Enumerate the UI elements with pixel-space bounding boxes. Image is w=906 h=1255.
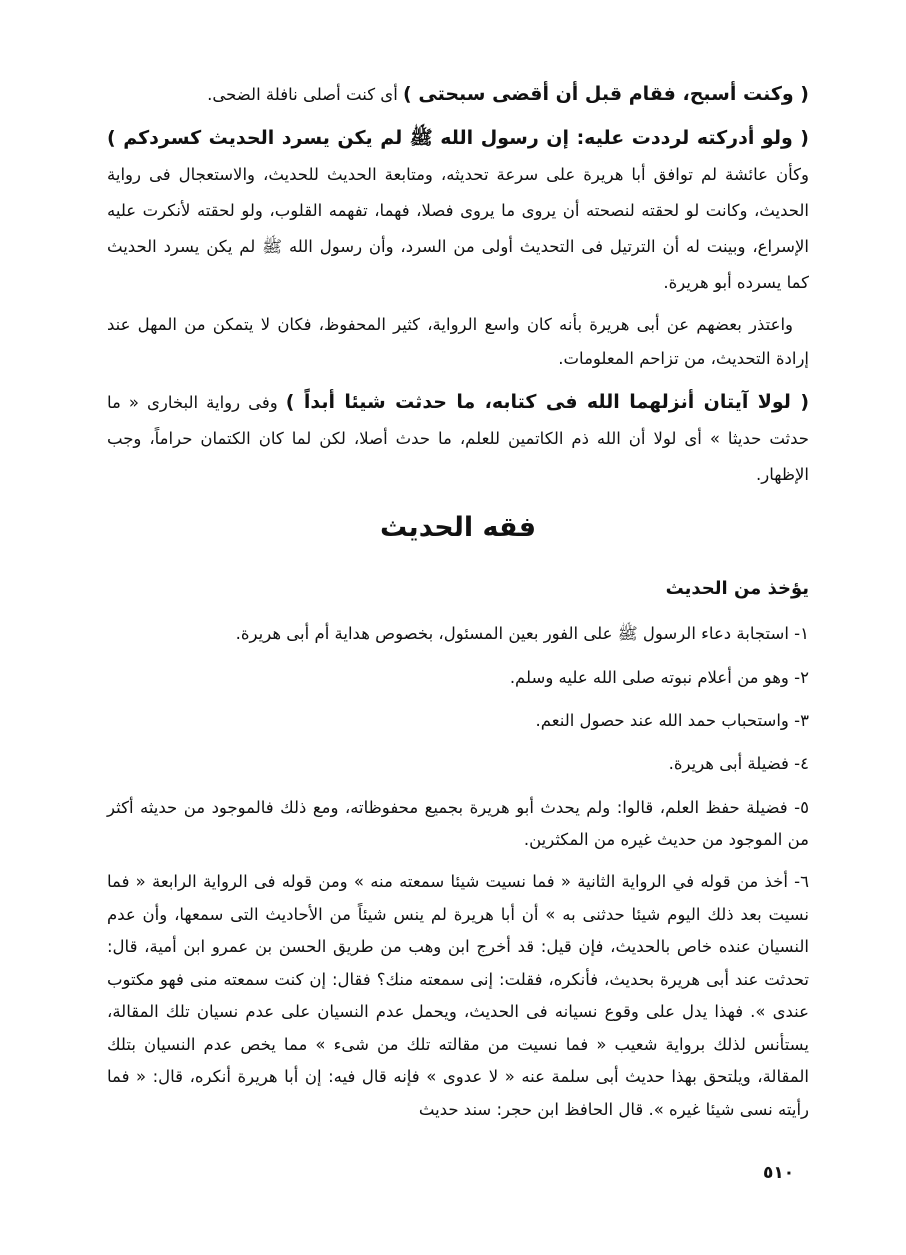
paragraph-2: [107, 120, 809, 301]
paragraph-1: [107, 78, 809, 111]
hadith-quote: ( وكنت أسبح، فقام قبل أن أقضى سبحتى ): [403, 83, 809, 105]
section-heading: فقه الحديث: [379, 512, 537, 543]
item-text: أخذ من قوله في الرواية الثانية « فما نسيت شيئا سمعته منه » ومن قوله فى الرواية الرابعة « فما نسيت بعد ذلك اليوم شيئا حدثنى به » أن أبا هريرة لم ينس شيئاً من الأحاديث التى سمعها، وأن عدم النسيان عنده خاص بالحديث، فإن قيل: قد أخرج ابن وهب من طريق الحسن بن عمرو ابن أمية، قال: تحدثت عند أبى هريرة بحديث، فأنكره، فقلت: إنى سمعته منك؟ فقال: إن كنت سمعته منى فهو مكتوب عندى ». فهذا يدل على وقوع نسيانه فى الحديث، ويحمل عدم النسيان على عدم نسيان تلك المقالة، يستأنس لذلك برواية شعيب « فما نسيت من مقالته تلك من شىء » مما يخص عدم النسيان بتلك المقالة، ويلتحق بهذا حديث أبى سلمة عنه « لا عدوى » فإنه قال فيه: إن أبا هريرة أنكره، قال: « فما رأيته نسى شيئا غيره ». قال الحافظ ابن حجر: سند حديث: [107, 872, 809, 1119]
hadith-quote: ( ولو أدركته لرددت عليه: إن رسول الله ﷺ لم يكن يسرد الحديث كسردكم ): [107, 127, 809, 149]
paragraph-3: [107, 308, 809, 376]
subheading: يؤخذ من الحديث: [665, 578, 809, 599]
list-item-4: [107, 748, 809, 780]
item-text: استجابة دعاء الرسول ﷺ على الفور بعين المسئول، بخصوص هداية أم أبى هريرة.: [235, 624, 795, 643]
item-number: ٤-: [794, 754, 809, 773]
hadith-quote: ( لولا آيتان أنزلهما الله فى كتابه، ما حدثت شيئا أبداً ): [285, 391, 810, 413]
paragraph-text: وفى رواية البخارى « ما حدثت حديثا » أى لولا أن الله ذم الكاتمين للعلم، ما حدث أصلا، لكن لما كان الكتمان حراماً، وجب الإظهار.: [107, 393, 809, 484]
paragraph-text: أى كنت أصلى نافلة الضحى.: [207, 85, 404, 104]
item-number: ٦-: [794, 872, 809, 891]
item-text: فضيلة أبى هريرة.: [668, 754, 795, 773]
list-item-5: [107, 792, 809, 856]
list-item-3: [107, 705, 809, 737]
item-text: وهو من أعلام نبوته صلى الله عليه وسلم.: [509, 668, 795, 687]
item-number: ١-: [794, 624, 809, 643]
list-item-1: [107, 618, 809, 650]
paragraph-text: وكأن عائشة لم توافق أبا هريرة على سرعة تحديثه، ومتابعة الحديث للحديث، والاستعجال فى رواية الحديث، وكانت لو لحقته لنصحته أن يروى ما يروى فصلا، فهما، تفهمه القلوب، ولو لحقته لأنكرت عليه الإسراع، وبينت له أن الترتيل فى التحديث أولى من السرد، وأن رسول الله ﷺ لم يكن يسرد الحديث كما يسرده أبو هريرة.: [107, 165, 809, 292]
item-text: فضيلة حفظ العلم، قالوا: ولم يحدث أبو هريرة بجميع محفوظاته، ومع ذلك فالموجود من حديثه أكثر من الموجود من حديث غيره من المكثرين.: [107, 798, 809, 849]
list-item-2: [107, 662, 809, 694]
item-number: ٣-: [794, 711, 809, 730]
page-number: ٥١٠: [763, 1163, 795, 1183]
paragraph-4: [107, 384, 809, 493]
list-item-6: [107, 866, 809, 1126]
item-number: ٢-: [794, 668, 809, 687]
item-number: ٥-: [794, 798, 809, 817]
item-text: واستحباب حمد الله عند حصول النعم.: [535, 711, 795, 730]
paragraph-text: واعتذر بعضهم عن أبى هريرة بأنه كان واسع الرواية، كثير المحفوظ، فكان لا يتمكن من المهل عند إرادة التحديث، من تزاحم المعلومات.: [107, 315, 809, 368]
